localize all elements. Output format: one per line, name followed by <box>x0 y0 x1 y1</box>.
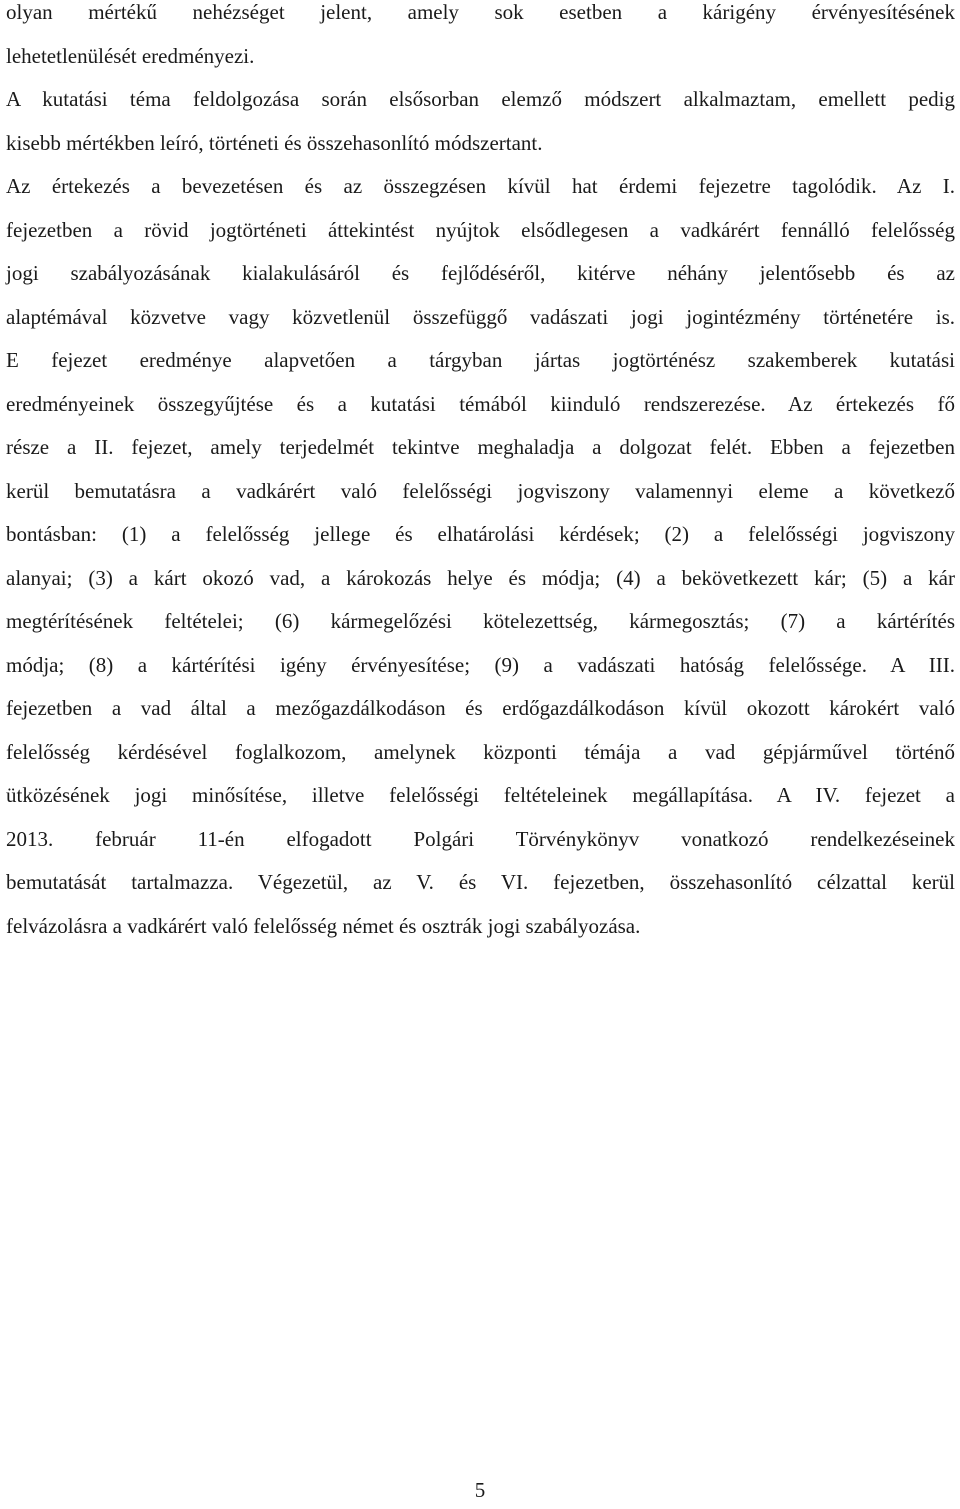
text-line: módja; (8) a kártérítési igény érvényesítése; (9) a vadászati hatóság felelőssége. A III. <box>6 652 955 677</box>
text-line: olyan mértékű nehézséget jelent, amely sok esetben a kárigény érvényesítésének <box>6 0 955 24</box>
text-line: része a II. fejezet, amely terjedelmét tekintve meghaladja a dolgozat felét. Ebben a fejezetben <box>6 435 955 459</box>
text-line: A kutatási téma feldolgozása során elsősorban elemző módszert alkalmaztam, emellett pedig <box>6 87 955 111</box>
text-line: ütközésének jogi minősítése, illetve felelősségi feltételeinek megállapítása. A IV. fejezet a <box>6 783 955 807</box>
text-line: fejezetben a vad által a mezőgazdálkodáson és erdőgazdálkodáson kívül okozott károkért való <box>6 696 955 720</box>
text-line: lehetetlenülését eredményezi. <box>6 43 255 68</box>
text-line: jogi szabályozásának kialakulásáról és fejlődéséről, kitérve néhány jelentősebb és az <box>6 261 955 285</box>
page-number: 5 <box>474 1478 486 1502</box>
text-line: alaptémával közvetve vagy közvetlenül összefüggő vadászati jogi jogintézmény történetére is. <box>6 304 955 329</box>
text-line: eredményeinek összegyűjtése és a kutatási témából kiinduló rendszerezése. Az értekezés fő <box>6 391 955 416</box>
text-line: kisebb mértékben leíró, történeti és összehasonlító módszertant. <box>6 130 543 155</box>
text-line: bemutatását tartalmazza. Végezetül, az V. és VI. fejezetben, összehasonlító célzattal kerül <box>6 870 955 894</box>
text-line: 2013. február 11-én elfogadott Polgári Törvénykönyv vonatkozó rendelkezéseinek <box>6 826 955 851</box>
body-text <box>6 0 955 948</box>
text-line: alanyai; (3) a kárt okozó vad, a károkozás helye és módja; (4) a bekövetkezett kár; (5) a kár <box>6 565 955 590</box>
text-line: E fejezet eredménye alapvetően a tárgyban jártas jogtörténész szakemberek kutatási <box>6 348 955 372</box>
text-line: Az értekezés a bevezetésen és az összegzésen kívül hat érdemi fejezetre tagolódik. Az I. <box>6 174 955 198</box>
text-line: felvázolásra a vadkárért való felelősség német és osztrák jogi szabályozása. <box>6 913 641 938</box>
text-line: megtérítésének feltételei; (6) kármegelőzési kötelezettség, kármegosztás; (7) a kártérítés <box>6 609 955 633</box>
text-line: kerül bemutatásra a vadkárért való felelősségi jogviszony valamennyi eleme a következő <box>6 478 955 503</box>
text-line: fejezetben a rövid jogtörténeti áttekintést nyújtok elsődlegesen a vadkárért fennálló felelősség <box>6 217 955 242</box>
text-line: bontásban: (1) a felelősség jellege és elhatárolási kérdések; (2) a felelősségi jogviszony <box>6 522 955 546</box>
text-line: felelősség kérdésével foglalkozom, amelynek központi témája a vad gépjárművel történő <box>6 739 955 764</box>
